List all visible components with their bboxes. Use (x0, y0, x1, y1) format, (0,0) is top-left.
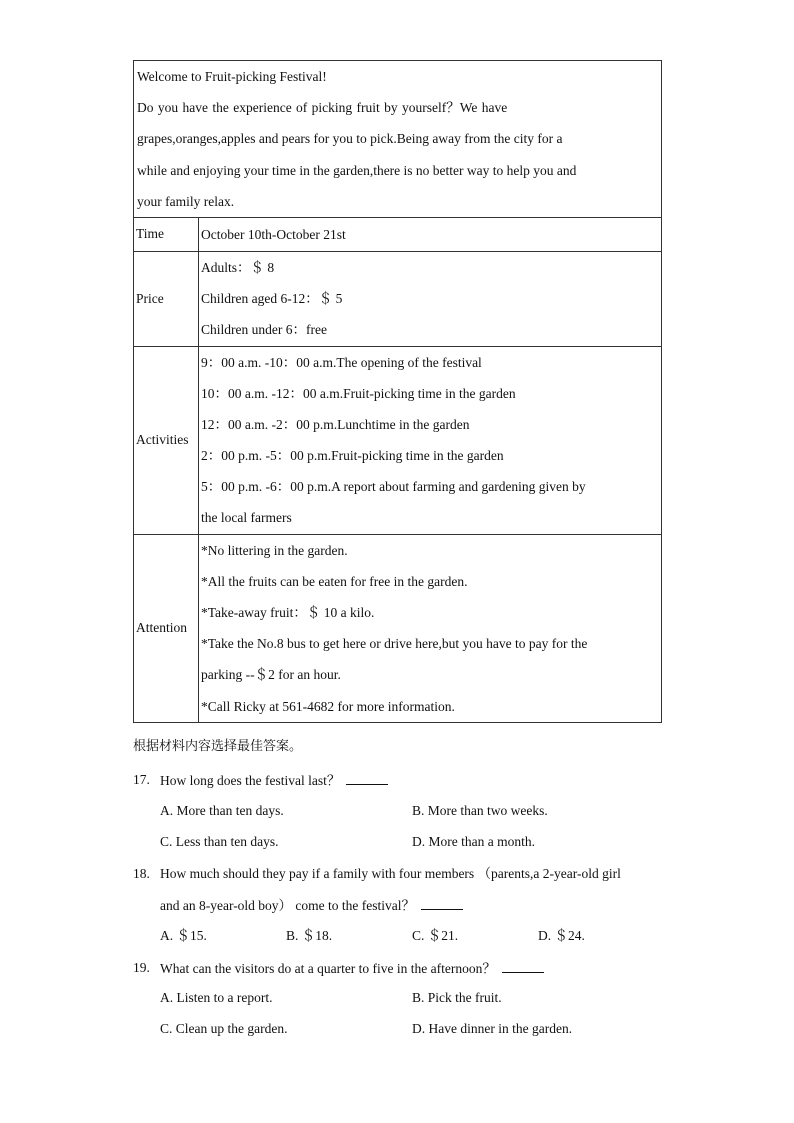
question-number: 19. (133, 960, 150, 975)
activity-line: 12：00 a.m. -2：00 p.m.Lunchtime in the garden (201, 416, 470, 432)
price-line: Children under 6：free (201, 322, 327, 338)
price-label: Price (134, 251, 199, 346)
price-row (134, 251, 662, 346)
festival-info-table (133, 60, 662, 723)
activity-line: 5：00 p.m. -6：00 p.m.A report about farming and gardening given by (201, 479, 586, 495)
attention-line: *No littering in the garden. (201, 542, 348, 558)
question-stem-continued: and an 8-year-old boy） come to the festival？ (160, 898, 416, 913)
option-a[interactable]: A. More than ten days. (160, 803, 284, 818)
price-value (199, 251, 662, 346)
activity-line: 9：00 a.m. -10：00 a.m.The opening of the festival (201, 354, 482, 370)
option-a[interactable]: A. Listen to a report. (160, 990, 273, 1005)
intro-line: grapes,oranges,apples and pears for you to pick.Being away from the city for a (137, 131, 563, 147)
question-text (160, 770, 388, 791)
attention-row (134, 534, 662, 722)
option-d[interactable]: D. More than a month. (412, 834, 535, 849)
answer-blank[interactable] (346, 770, 388, 785)
option-b[interactable]: B. More than two weeks. (412, 803, 548, 818)
price-line: Adults：＄ 8 (201, 259, 275, 275)
instruction-text: 根据材料内容选择最佳答案。 (133, 739, 303, 754)
question-text (160, 958, 544, 979)
attention-line: *Call Ricky at 561-4682 for more information. (201, 698, 455, 714)
question-number: 18. (133, 866, 150, 881)
attention-line: *Take the No.8 bus to get here or drive here,but you have to pay for the (201, 636, 588, 652)
answer-blank[interactable] (502, 958, 544, 973)
question-18-continued (160, 895, 463, 916)
intro-line: while and enjoying your time in the garden,there is no better way to help you and (137, 162, 577, 178)
activity-line: 10：00 a.m. -12：00 a.m.Fruit-picking time in the garden (201, 385, 516, 401)
time-row (134, 217, 662, 251)
intro-line: your family relax. (137, 193, 235, 209)
option-c[interactable]: C. ＄21. (412, 928, 459, 943)
option-a[interactable]: A. ＄15. (160, 928, 207, 943)
time-label: Time (134, 217, 199, 251)
activity-line: the local farmers (201, 510, 292, 526)
option-c[interactable]: C. Clean up the garden. (160, 1021, 288, 1036)
question-stem: What can the visitors do at a quarter to five in the afternoon？ (160, 961, 496, 976)
answer-blank[interactable] (421, 895, 463, 910)
intro-line: Welcome to Fruit-picking Festival! (137, 69, 327, 84)
question-number: 17. (133, 772, 150, 787)
intro-line: Do you have the experience of picking fruit by yourself？We have (137, 100, 508, 116)
option-c[interactable]: C. Less than ten days. (160, 834, 279, 849)
attention-label: Attention (134, 534, 199, 722)
attention-value (199, 534, 662, 722)
option-d[interactable]: D. ＄24. (538, 928, 585, 943)
option-b[interactable]: B. Pick the fruit. (412, 990, 502, 1005)
activities-row (134, 346, 662, 534)
activities-value (199, 346, 662, 534)
time-value (199, 217, 662, 251)
intro-cell (134, 61, 662, 218)
question-text: How much should they pay if a family with four members （parents,a 2-year-old girl (160, 866, 621, 881)
time-line: October 10th-October 21st (201, 226, 346, 242)
question-stem: How long does the festival last？ (160, 773, 341, 788)
intro-row (134, 61, 662, 218)
activities-label: Activities (134, 346, 199, 534)
activity-line: 2：00 p.m. -5：00 p.m.Fruit-picking time in the garden (201, 448, 504, 464)
option-d[interactable]: D. Have dinner in the garden. (412, 1021, 573, 1036)
attention-line: *All the fruits can be eaten for free in the garden. (201, 573, 468, 589)
price-line: Children aged 6-12：＄ 5 (201, 291, 343, 307)
attention-line: *Take-away fruit：＄ 10 a kilo. (201, 605, 375, 620)
attention-line: parking --＄2 for an hour. (201, 667, 341, 683)
option-b[interactable]: B. ＄18. (286, 928, 333, 943)
